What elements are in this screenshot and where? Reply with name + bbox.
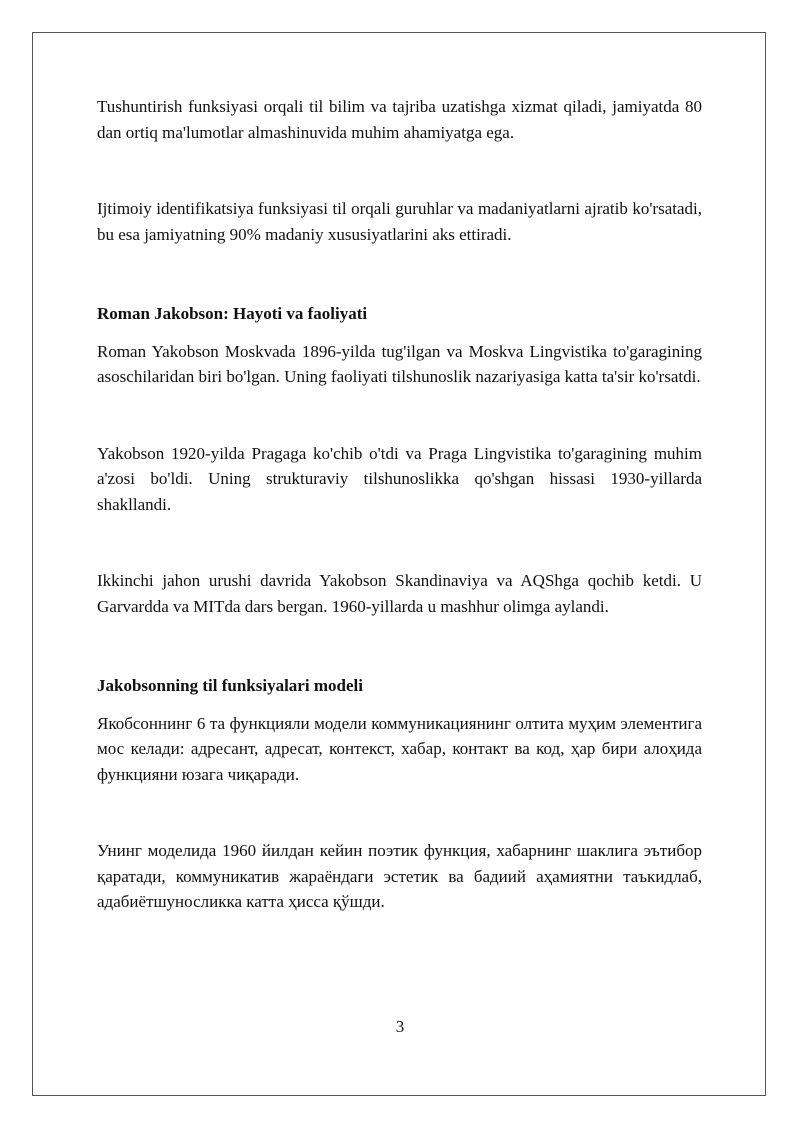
spacer bbox=[97, 390, 702, 441]
page-number: 3 bbox=[395, 1017, 405, 1036]
paragraph-moscow: Roman Yakobson Moskvada 1896-yilda tug'ilgan va Moskva Lingvistika to'garagining asoschilaridan biri bo'lgan. Uning faoliyati tilshunoslik nazariyasiga katta ta'sir ko'rsatdi. bbox=[97, 341, 702, 386]
paragraph-prague: Yakobson 1920-yilda Pragaga ko'chib o'tdi va Praga Lingvistika to'garagining muhim a'zosi bo'ldi. Uning strukturaviy tilshunoslikka qo'shgan hissasi 1930-yillarda shakllandi. bbox=[97, 443, 702, 514]
section-heading-functions-model: Jakobsonning til funksiyalari modeli bbox=[97, 676, 363, 695]
spacer bbox=[97, 619, 702, 673]
paragraph-emigration: Ikkinchi jahon urushi davrida Yakobson Skandinaviya va AQShga qochib ketdi. U Garvardda va MITda dars bergan. 1960-yillarda u mashhur olimga aylandi. bbox=[97, 571, 702, 616]
spacer bbox=[97, 517, 702, 568]
paragraph-explanation-function: Tushuntirish funksiyasi orqali til bilim va tajriba uzatishga xizmat qiladi, jamiyatda 80 dan ortiq ma'lumotlar almashinuvida muhim ahamiyatga ega. bbox=[97, 97, 702, 142]
paragraph-social-identification: Ijtimoiy identifikatsiya funksiyasi til orqali guruhlar va madaniyatlarni ajratib ko'rsatadi, bu esa jamiyatning 90% madaniy xususiyatlarini aks ettiradi. bbox=[97, 199, 702, 244]
spacer bbox=[97, 787, 702, 838]
spacer bbox=[97, 699, 702, 711]
paragraph-six-functions: Якобсоннинг 6 та функцияли модели коммуникациянинг олтита муҳим элементига мос келади: адресант, адресат, контекст, хабар, контакт ва код, ҳар бири алоҳида функцияни юзага чиқаради. bbox=[97, 713, 702, 784]
paragraph-poetic-function: Унинг моделида 1960 йилдан кейин поэтик функция, хабарнинг шаклига эътибор қаратади, коммуникатив жараёндаги эстетик ва бадиий аҳамиятни таъкидлаб, адабиётшуносликка катта ҳисса қўшди. bbox=[97, 841, 702, 911]
spacer bbox=[97, 327, 702, 339]
spacer bbox=[97, 247, 702, 301]
page-content bbox=[97, 94, 702, 915]
section-heading-jakobson-life: Roman Jakobson: Hayoti va faoliyati bbox=[97, 304, 368, 323]
spacer bbox=[97, 145, 702, 196]
